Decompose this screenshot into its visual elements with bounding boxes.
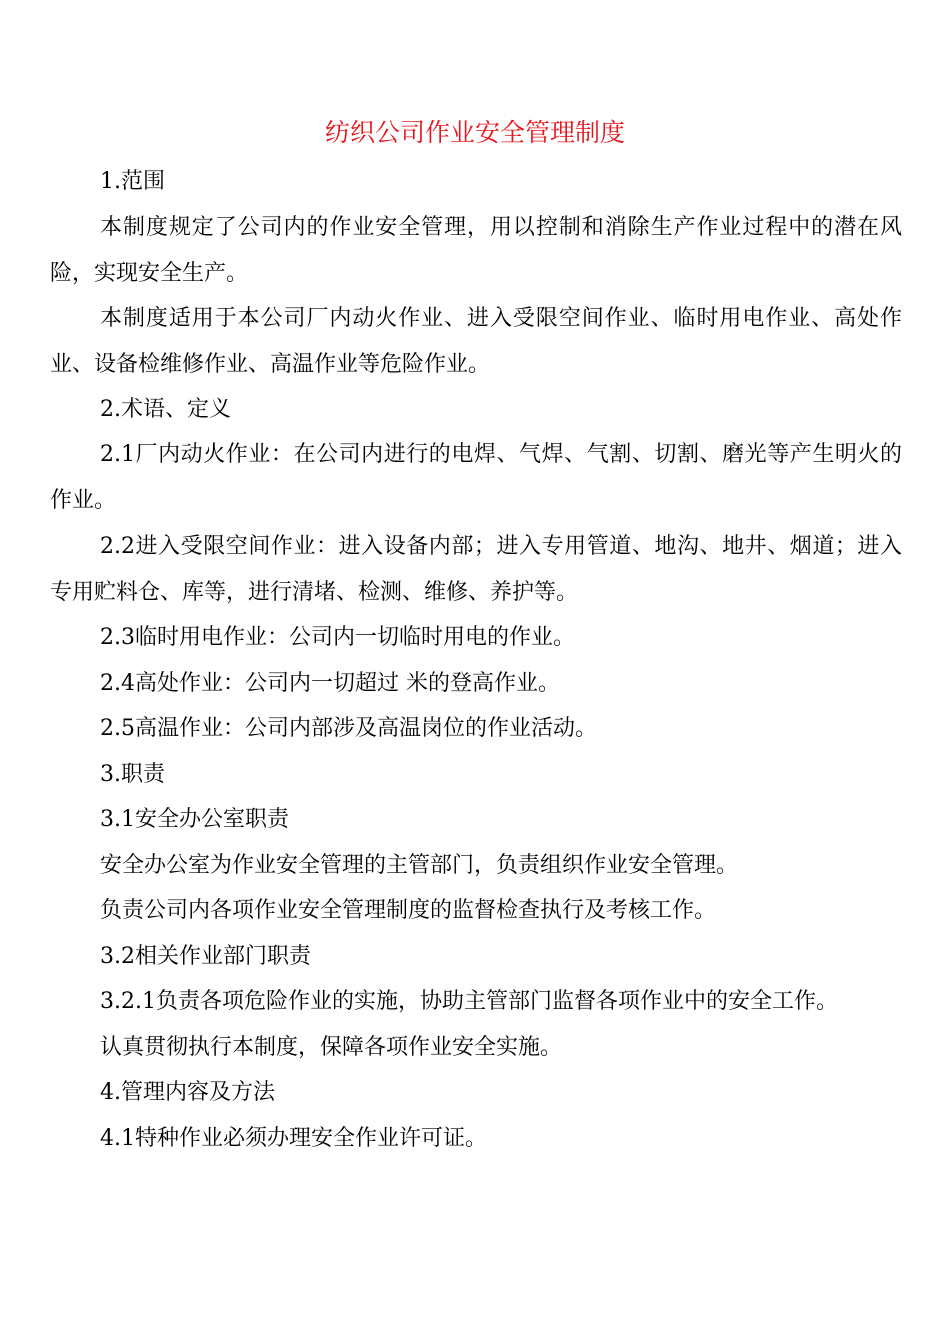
paragraph-term-temporary-power: 2.3临时用电作业：公司内一切临时用电的作业。: [100, 625, 575, 650]
paragraph-term-work-at-height: 2.4高处作业：公司内一切超过 米的登高作业。: [100, 671, 560, 696]
section-heading-responsibilities: 3.职责: [100, 762, 165, 787]
section-heading-terms: 2.术语、定义: [100, 397, 231, 422]
paragraph-term-high-temperature: 2.5高温作业：公司内部涉及高温岗位的作业活动。: [100, 716, 597, 741]
paragraph-scope-applicability: 本制度适用于本公司厂内动火作业、进入受限空间作业、临时用电作业、高处作业、设备检维修作业、高温作业等危险作业。: [50, 306, 902, 377]
document-title: 纺织公司作业安全管理制度: [324, 118, 625, 147]
section-heading-management: 4.管理内容及方法: [100, 1080, 275, 1105]
paragraph-departments-implementation: 3.2.1负责各项危险作业的实施，协助主管部门监督各项作业中的安全工作。: [100, 989, 838, 1014]
paragraph-term-hot-work: 2.1厂内动火作业：在公司内进行的电焊、气焊、气割、切割、磨光等产生明火的作业。: [50, 442, 902, 513]
paragraph-safety-office-supervision: 负责公司内各项作业安全管理制度的监督检查执行及考核工作。: [100, 898, 717, 923]
paragraph-departments-compliance: 认真贯彻执行本制度，保障各项作业安全实施。: [100, 1035, 563, 1060]
paragraph-scope-purpose: 本制度规定了公司内的作业安全管理，用以控制和消除生产作业过程中的潜在风险，实现安全生产。: [50, 215, 902, 286]
subsection-heading-safety-office: 3.1安全办公室职责: [100, 807, 289, 832]
paragraph-safety-office-role: 安全办公室为作业安全管理的主管部门，负责组织作业安全管理。: [100, 853, 739, 878]
subsection-heading-departments: 3.2相关作业部门职责: [100, 944, 311, 969]
paragraph-permit-requirement: 4.1特种作业必须办理安全作业许可证。: [100, 1126, 487, 1151]
section-heading-scope: 1.范围: [100, 169, 165, 194]
paragraph-term-confined-space: 2.2进入受限空间作业：进入设备内部；进入专用管道、地沟、地井、烟道；进入专用贮料仓、库等，进行清堵、检测、维修、养护等。: [50, 534, 902, 605]
